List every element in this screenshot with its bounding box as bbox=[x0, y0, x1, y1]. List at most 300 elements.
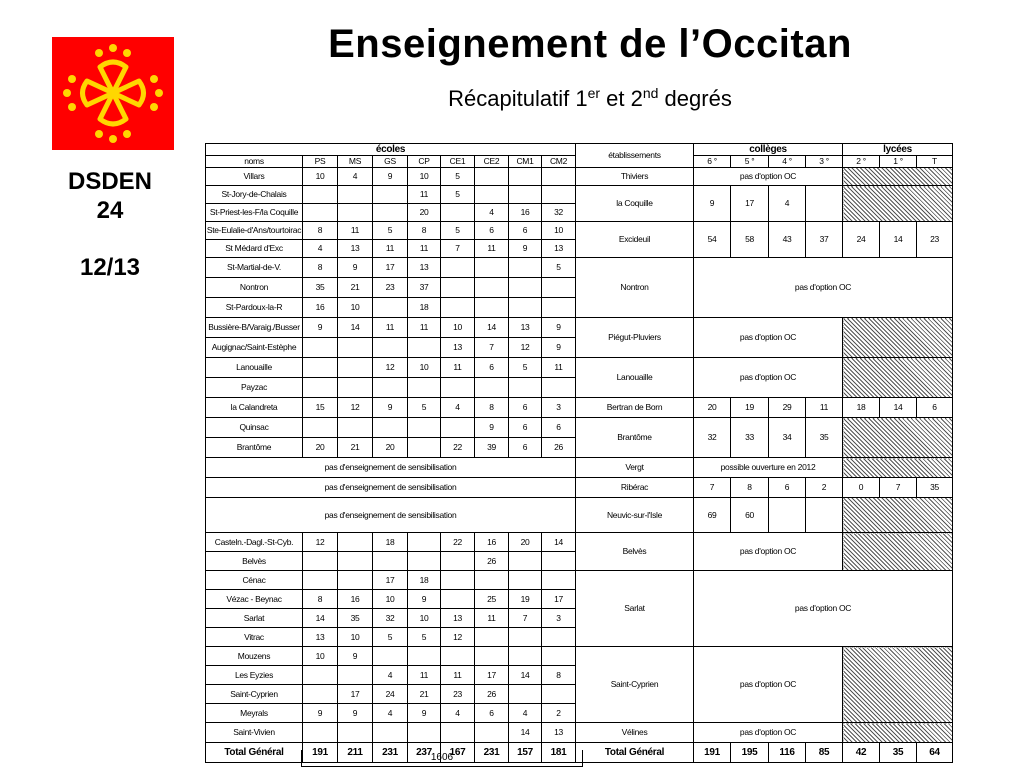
school-count: 5 bbox=[542, 258, 576, 278]
school-count: 10 bbox=[408, 609, 441, 628]
table-row bbox=[206, 478, 953, 498]
school-count: 8 bbox=[408, 222, 441, 240]
header-college-level: 6 ° bbox=[694, 156, 731, 168]
occitan-cross-flag bbox=[52, 37, 174, 150]
school-name: Bussière-B/Varaig./Busser bbox=[206, 318, 303, 338]
school-count: 11 bbox=[338, 222, 373, 240]
header-level: CE1 bbox=[441, 156, 475, 168]
school-count: 11 bbox=[373, 240, 408, 258]
school-name: Sarlat bbox=[206, 609, 303, 628]
school-count: 17 bbox=[373, 258, 408, 278]
school-count: 4 bbox=[338, 168, 373, 186]
school-count bbox=[542, 278, 576, 298]
school-count: 5 bbox=[408, 628, 441, 647]
establishment-name: Saint-Cyprien bbox=[576, 647, 694, 723]
school-count: 10 bbox=[303, 168, 338, 186]
school-count: 5 bbox=[373, 628, 408, 647]
establishment-note: pas d'option OC bbox=[694, 168, 843, 186]
table-row bbox=[206, 398, 953, 418]
header-ecoles: écoles bbox=[206, 144, 576, 156]
school-name: Quinsac bbox=[206, 418, 303, 438]
school-count: 22 bbox=[441, 438, 475, 458]
total-value: 191 bbox=[694, 743, 731, 763]
school-count bbox=[509, 278, 542, 298]
total-value: 35 bbox=[880, 743, 917, 763]
school-count bbox=[408, 438, 441, 458]
school-count: 4 bbox=[441, 704, 475, 723]
school-count: 4 bbox=[475, 204, 509, 222]
school-count bbox=[542, 552, 576, 571]
total-value: 231 bbox=[475, 743, 509, 763]
establishment-name: Thiviers bbox=[576, 168, 694, 186]
college-count: 58 bbox=[731, 222, 769, 258]
school-count bbox=[441, 278, 475, 298]
establishment-name: Excideuil bbox=[576, 222, 694, 258]
hatched-cell bbox=[843, 318, 953, 358]
school-count: 14 bbox=[509, 666, 542, 685]
school-count bbox=[373, 186, 408, 204]
college-count: 34 bbox=[769, 418, 806, 458]
header-noms: noms bbox=[206, 156, 303, 168]
school-count: 9 bbox=[373, 168, 408, 186]
school-name: Augignac/Saint-Estèphe bbox=[206, 338, 303, 358]
school-count bbox=[509, 552, 542, 571]
header-level: CP bbox=[408, 156, 441, 168]
school-count: 9 bbox=[338, 647, 373, 666]
establishment-note: pas d'option OC bbox=[694, 647, 843, 723]
school-count: 8 bbox=[303, 258, 338, 278]
school-count bbox=[303, 378, 338, 398]
school-name: Nontron bbox=[206, 278, 303, 298]
total-value: 167 bbox=[441, 743, 475, 763]
school-count: 6 bbox=[509, 438, 542, 458]
no-teaching-note: pas d'enseignement de sensibilisation bbox=[206, 458, 576, 478]
school-count: 6 bbox=[509, 418, 542, 438]
school-name: Cénac bbox=[206, 571, 303, 590]
establishment-note: possible ouverture en 2012 bbox=[694, 458, 843, 478]
school-count bbox=[373, 338, 408, 358]
school-count bbox=[475, 378, 509, 398]
school-count: 5 bbox=[509, 358, 542, 378]
school-count: 10 bbox=[441, 318, 475, 338]
school-count bbox=[475, 186, 509, 204]
school-count: 11 bbox=[408, 318, 441, 338]
college-count: 29 bbox=[769, 398, 806, 418]
school-count: 13 bbox=[542, 240, 576, 258]
school-count bbox=[542, 378, 576, 398]
school-count: 6 bbox=[509, 398, 542, 418]
table-row bbox=[206, 418, 953, 438]
grand-total: 1606 bbox=[301, 750, 583, 767]
school-count bbox=[509, 186, 542, 204]
lycee-count: 7 bbox=[880, 478, 917, 498]
school-count: 10 bbox=[338, 628, 373, 647]
school-count bbox=[542, 168, 576, 186]
school-count: 20 bbox=[509, 533, 542, 552]
school-count bbox=[441, 298, 475, 318]
school-name: la Calandreta bbox=[206, 398, 303, 418]
lycee-count: 6 bbox=[917, 398, 953, 418]
school-count: 9 bbox=[408, 590, 441, 609]
header-level: CM2 bbox=[542, 156, 576, 168]
header-level: MS bbox=[338, 156, 373, 168]
school-count: 10 bbox=[373, 590, 408, 609]
school-count: 6 bbox=[475, 704, 509, 723]
school-count: 18 bbox=[408, 298, 441, 318]
total-value: 181 bbox=[542, 743, 576, 763]
school-count: 20 bbox=[408, 204, 441, 222]
school-name: Meyrals bbox=[206, 704, 303, 723]
establishment-name: Ribérac bbox=[576, 478, 694, 498]
school-name: St Médard d'Exc bbox=[206, 240, 303, 258]
school-count: 13 bbox=[441, 338, 475, 358]
school-count: 22 bbox=[441, 533, 475, 552]
school-count: 9 bbox=[509, 240, 542, 258]
lycee-count: 24 bbox=[843, 222, 880, 258]
school-count: 20 bbox=[303, 438, 338, 458]
hatched-cell bbox=[843, 498, 953, 533]
hatched-cell bbox=[843, 358, 953, 398]
school-count: 12 bbox=[338, 398, 373, 418]
school-count: 12 bbox=[441, 628, 475, 647]
school-count: 13 bbox=[509, 318, 542, 338]
school-count bbox=[475, 628, 509, 647]
school-count bbox=[441, 647, 475, 666]
school-count bbox=[338, 666, 373, 685]
total-value: 237 bbox=[408, 743, 441, 763]
total-value: 211 bbox=[338, 743, 373, 763]
school-count bbox=[338, 723, 373, 743]
school-count: 24 bbox=[373, 685, 408, 704]
school-count bbox=[338, 204, 373, 222]
school-name: Les Eyzies bbox=[206, 666, 303, 685]
school-count: 16 bbox=[475, 533, 509, 552]
college-count: 4 bbox=[769, 186, 806, 222]
school-count: 9 bbox=[475, 418, 509, 438]
school-count bbox=[303, 186, 338, 204]
school-count bbox=[373, 647, 408, 666]
school-count: 21 bbox=[338, 438, 373, 458]
school-name: Belvès bbox=[206, 552, 303, 571]
header-college-level: 4 ° bbox=[769, 156, 806, 168]
school-count: 13 bbox=[542, 723, 576, 743]
sidebar-org: DSDEN bbox=[67, 168, 152, 195]
school-count bbox=[542, 685, 576, 704]
hatched-cell bbox=[843, 533, 953, 571]
school-count: 18 bbox=[373, 533, 408, 552]
school-count: 20 bbox=[373, 438, 408, 458]
school-count: 35 bbox=[303, 278, 338, 298]
school-count: 6 bbox=[509, 222, 542, 240]
school-count bbox=[441, 723, 475, 743]
school-count: 16 bbox=[338, 590, 373, 609]
school-count: 18 bbox=[408, 571, 441, 590]
school-count bbox=[373, 298, 408, 318]
school-count: 10 bbox=[338, 298, 373, 318]
header-etablissements: établissements bbox=[576, 144, 694, 168]
establishment-note: pas d'option OC bbox=[694, 318, 843, 358]
establishment-name: Nontron bbox=[576, 258, 694, 318]
total-value: 85 bbox=[806, 743, 843, 763]
school-count bbox=[441, 590, 475, 609]
total-label: Total Général bbox=[206, 743, 303, 763]
school-count bbox=[303, 338, 338, 358]
school-name: St-Jory-de-Chalais bbox=[206, 186, 303, 204]
school-count: 11 bbox=[475, 240, 509, 258]
table-row bbox=[206, 258, 953, 278]
table-row bbox=[206, 498, 953, 533]
establishment-name: Sarlat bbox=[576, 571, 694, 647]
school-count: 14 bbox=[475, 318, 509, 338]
school-count bbox=[475, 258, 509, 278]
school-count bbox=[509, 571, 542, 590]
school-count bbox=[338, 552, 373, 571]
school-count bbox=[542, 647, 576, 666]
establishment-name: Piégut-Pluviers bbox=[576, 318, 694, 358]
school-count: 35 bbox=[338, 609, 373, 628]
school-count: 17 bbox=[338, 685, 373, 704]
school-count: 39 bbox=[475, 438, 509, 458]
table-row bbox=[206, 222, 953, 240]
school-count bbox=[408, 723, 441, 743]
no-teaching-note: pas d'enseignement de sensibilisation bbox=[206, 478, 576, 498]
school-count bbox=[441, 258, 475, 278]
school-count bbox=[509, 628, 542, 647]
school-count bbox=[338, 571, 373, 590]
school-count bbox=[542, 186, 576, 204]
total-value: 231 bbox=[373, 743, 408, 763]
school-count bbox=[408, 378, 441, 398]
school-count: 9 bbox=[408, 704, 441, 723]
establishment-name: Neuvic-sur-l'Isle bbox=[576, 498, 694, 533]
college-count: 33 bbox=[731, 418, 769, 458]
header-lycees: lycées bbox=[843, 144, 953, 156]
school-name: St-Martial-de-V. bbox=[206, 258, 303, 278]
establishment-name: Vélines bbox=[576, 723, 694, 743]
school-count: 6 bbox=[475, 358, 509, 378]
total-value: 64 bbox=[917, 743, 953, 763]
header-level: CE2 bbox=[475, 156, 509, 168]
school-count: 11 bbox=[408, 186, 441, 204]
header-lycee-level: 2 ° bbox=[843, 156, 880, 168]
header-college-level: 3 ° bbox=[806, 156, 843, 168]
establishment-note: pas d'option OC bbox=[694, 358, 843, 398]
college-count: 6 bbox=[769, 478, 806, 498]
lycee-count: 14 bbox=[880, 398, 917, 418]
college-count bbox=[806, 186, 843, 222]
school-count bbox=[509, 168, 542, 186]
school-name: Villars bbox=[206, 168, 303, 186]
school-count: 23 bbox=[373, 278, 408, 298]
school-name: Brantôme bbox=[206, 438, 303, 458]
school-name: Saint-Cyprien bbox=[206, 685, 303, 704]
school-count bbox=[509, 258, 542, 278]
header-lycee-level: 1 ° bbox=[880, 156, 917, 168]
school-count bbox=[303, 723, 338, 743]
school-name: Mouzens bbox=[206, 647, 303, 666]
college-count: 37 bbox=[806, 222, 843, 258]
school-name: Casteln.-Dagl.-St-Cyb. bbox=[206, 533, 303, 552]
school-count: 13 bbox=[408, 258, 441, 278]
school-count: 5 bbox=[441, 186, 475, 204]
school-count bbox=[373, 204, 408, 222]
college-count: 2 bbox=[806, 478, 843, 498]
page-title: Enseignement de l’Occitan bbox=[328, 22, 852, 66]
school-name: Lanouaille bbox=[206, 358, 303, 378]
school-count: 10 bbox=[408, 168, 441, 186]
school-count: 3 bbox=[542, 609, 576, 628]
school-count: 10 bbox=[303, 647, 338, 666]
school-count: 5 bbox=[408, 398, 441, 418]
school-count: 7 bbox=[441, 240, 475, 258]
school-count bbox=[303, 418, 338, 438]
establishment-note: pas d'option OC bbox=[694, 533, 843, 571]
school-count: 5 bbox=[373, 222, 408, 240]
college-count: 60 bbox=[731, 498, 769, 533]
school-count bbox=[338, 338, 373, 358]
hatched-cell bbox=[843, 418, 953, 458]
school-count: 11 bbox=[408, 666, 441, 685]
school-count: 6 bbox=[475, 222, 509, 240]
school-count: 11 bbox=[373, 318, 408, 338]
school-count: 9 bbox=[338, 258, 373, 278]
hatched-cell bbox=[843, 723, 953, 743]
college-count: 54 bbox=[694, 222, 731, 258]
table-row bbox=[206, 533, 953, 552]
school-count: 23 bbox=[441, 685, 475, 704]
college-count bbox=[769, 498, 806, 533]
school-count bbox=[509, 298, 542, 318]
school-count: 14 bbox=[542, 533, 576, 552]
table-row bbox=[206, 458, 953, 478]
school-count bbox=[303, 571, 338, 590]
school-count: 13 bbox=[441, 609, 475, 628]
college-count: 32 bbox=[694, 418, 731, 458]
school-count: 11 bbox=[475, 609, 509, 628]
establishment-name: Lanouaille bbox=[576, 358, 694, 398]
hatched-cell bbox=[843, 647, 953, 723]
total-label: Total Général bbox=[576, 743, 694, 763]
school-count: 32 bbox=[373, 609, 408, 628]
school-count bbox=[475, 298, 509, 318]
school-count: 26 bbox=[475, 552, 509, 571]
occitan-cross-icon bbox=[52, 37, 174, 150]
school-count: 13 bbox=[303, 628, 338, 647]
table-row bbox=[206, 647, 953, 666]
school-count: 4 bbox=[373, 666, 408, 685]
school-count: 3 bbox=[542, 398, 576, 418]
school-count: 14 bbox=[509, 723, 542, 743]
school-count: 32 bbox=[542, 204, 576, 222]
school-count: 26 bbox=[542, 438, 576, 458]
college-count: 43 bbox=[769, 222, 806, 258]
school-count: 5 bbox=[441, 168, 475, 186]
college-count: 20 bbox=[694, 398, 731, 418]
school-name: Vézac - Beynac bbox=[206, 590, 303, 609]
recap-table bbox=[205, 143, 953, 763]
school-name: St-Priest-les-F/la Coquille bbox=[206, 204, 303, 222]
school-count: 16 bbox=[509, 204, 542, 222]
lycee-count: 35 bbox=[917, 478, 953, 498]
establishment-name: la Coquille bbox=[576, 186, 694, 222]
school-count bbox=[441, 552, 475, 571]
school-count: 19 bbox=[509, 590, 542, 609]
school-count: 14 bbox=[338, 318, 373, 338]
school-count bbox=[373, 552, 408, 571]
header-level: CM1 bbox=[509, 156, 542, 168]
school-count: 12 bbox=[509, 338, 542, 358]
school-count bbox=[475, 647, 509, 666]
total-value: 195 bbox=[731, 743, 769, 763]
school-count bbox=[408, 338, 441, 358]
total-value: 157 bbox=[509, 743, 542, 763]
school-count bbox=[441, 204, 475, 222]
school-count: 9 bbox=[373, 398, 408, 418]
school-count: 7 bbox=[509, 609, 542, 628]
hatched-cell bbox=[843, 168, 953, 186]
table-row bbox=[206, 358, 953, 378]
total-value: 116 bbox=[769, 743, 806, 763]
college-count: 69 bbox=[694, 498, 731, 533]
school-count: 9 bbox=[338, 704, 373, 723]
lycee-count: 14 bbox=[880, 222, 917, 258]
no-teaching-note: pas d'enseignement de sensibilisation bbox=[206, 498, 576, 533]
school-count bbox=[542, 628, 576, 647]
school-count bbox=[303, 666, 338, 685]
school-count bbox=[373, 418, 408, 438]
school-count: 4 bbox=[373, 704, 408, 723]
school-count bbox=[303, 204, 338, 222]
hatched-cell bbox=[843, 458, 953, 478]
college-count: 35 bbox=[806, 418, 843, 458]
total-value: 191 bbox=[303, 743, 338, 763]
school-count: 13 bbox=[338, 240, 373, 258]
college-count: 17 bbox=[731, 186, 769, 222]
establishment-name: Bertran de Born bbox=[576, 398, 694, 418]
school-count: 10 bbox=[408, 358, 441, 378]
school-count bbox=[338, 358, 373, 378]
school-count bbox=[441, 418, 475, 438]
page-subtitle: Récapitulatif 1er et 2nd degrés bbox=[448, 85, 732, 111]
school-count: 17 bbox=[373, 571, 408, 590]
establishment-name: Vergt bbox=[576, 458, 694, 478]
table-row bbox=[206, 168, 953, 186]
school-count: 8 bbox=[303, 222, 338, 240]
header-level: PS bbox=[303, 156, 338, 168]
school-count: 6 bbox=[542, 418, 576, 438]
lycee-count: 23 bbox=[917, 222, 953, 258]
header-lycee-level: T bbox=[917, 156, 953, 168]
school-count bbox=[475, 168, 509, 186]
school-count bbox=[441, 378, 475, 398]
school-count bbox=[475, 723, 509, 743]
hatched-cell bbox=[843, 186, 953, 222]
school-count: 8 bbox=[303, 590, 338, 609]
table-row bbox=[206, 723, 953, 743]
sidebar-dept: 24 bbox=[96, 197, 124, 224]
establishment-name: Belvès bbox=[576, 533, 694, 571]
school-count: 9 bbox=[303, 704, 338, 723]
school-count: 9 bbox=[542, 338, 576, 358]
lycee-count: 0 bbox=[843, 478, 880, 498]
school-count bbox=[338, 186, 373, 204]
school-count bbox=[408, 552, 441, 571]
college-count: 11 bbox=[806, 398, 843, 418]
school-count: 10 bbox=[542, 222, 576, 240]
school-count: 37 bbox=[408, 278, 441, 298]
school-count bbox=[338, 378, 373, 398]
school-count: 11 bbox=[408, 240, 441, 258]
